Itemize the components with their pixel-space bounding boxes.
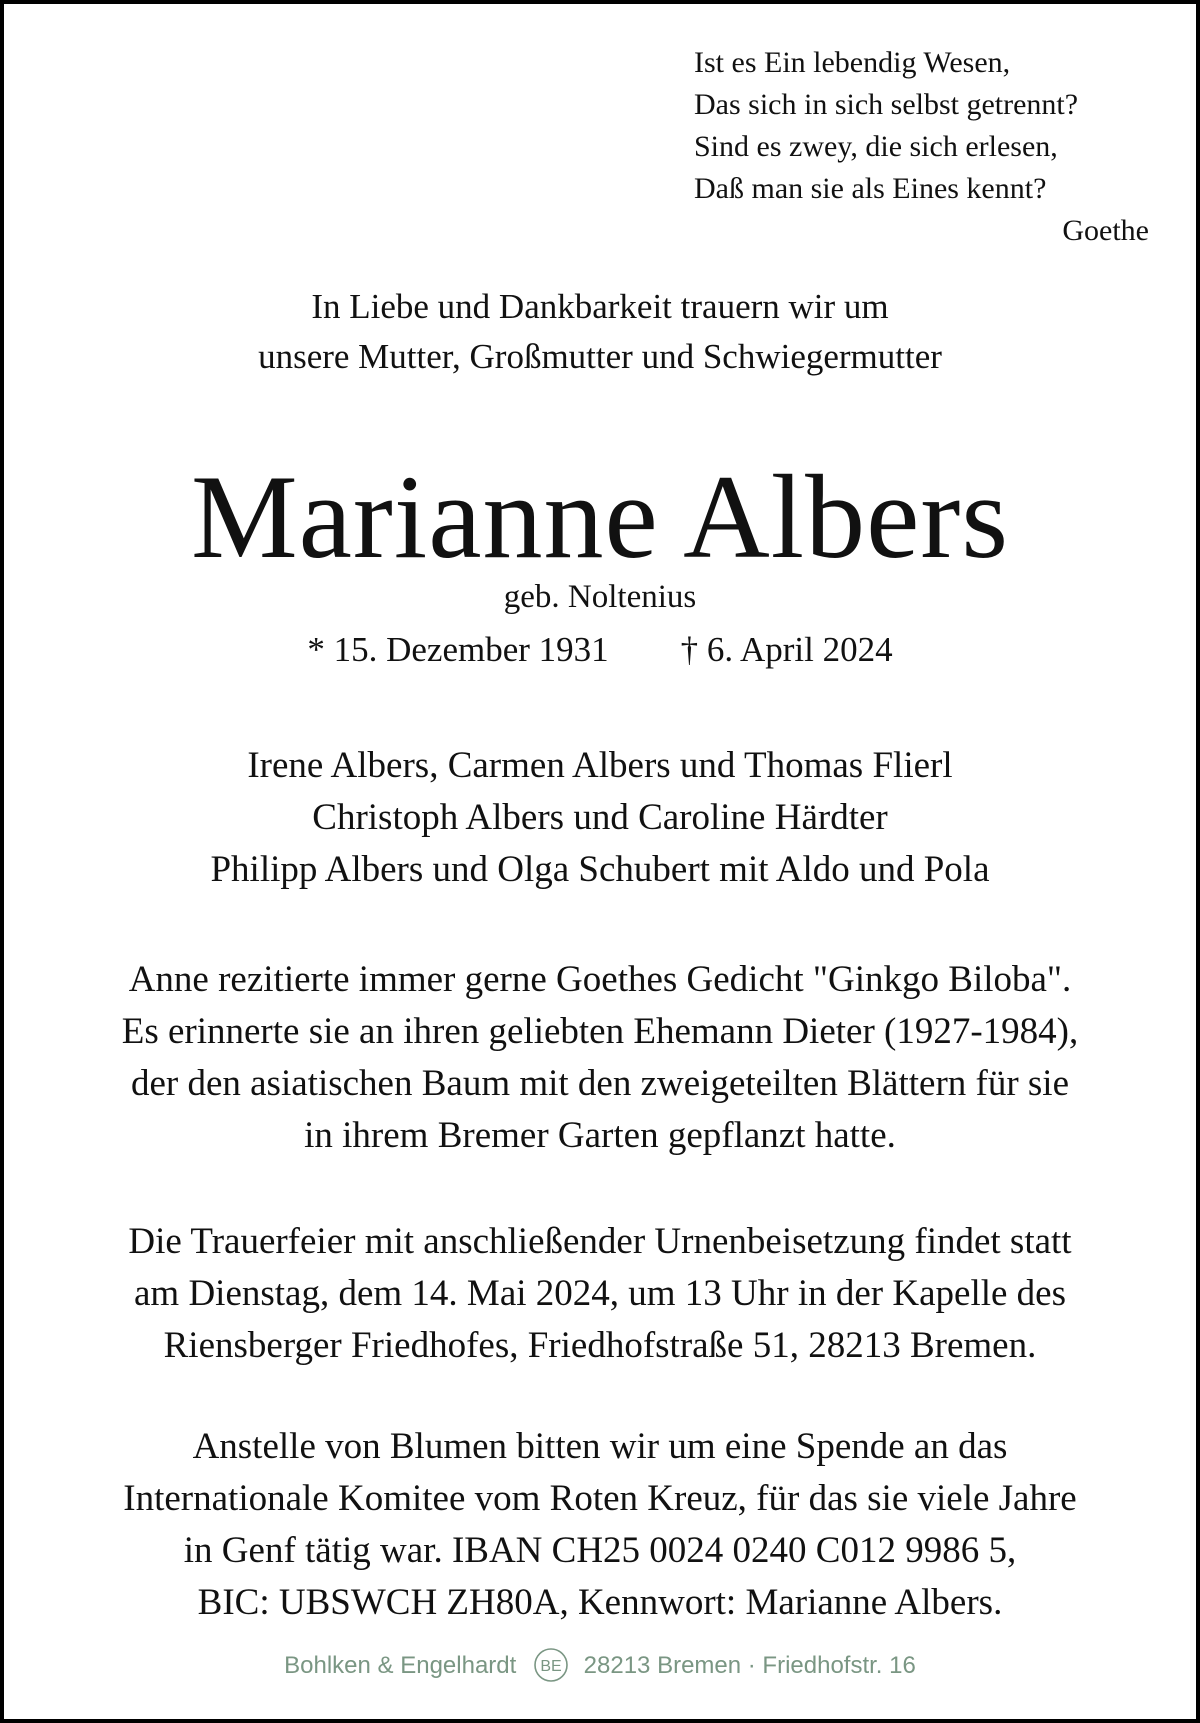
funeral-home-name: Bohlken & Engelhardt [284,1652,517,1679]
paragraph-line: am Dienstag, dem 14. Mai 2024, um 13 Uhr in der Kapelle des [134,1273,1066,1314]
mourner-line: Irene Albers, Carmen Albers und Thomas Flierl [247,745,953,786]
mourners-list [4,740,1196,896]
birth-name: geb. Noltenius [503,579,697,615]
intro-line: unsere Mutter, Großmutter und Schwiegermutter [258,337,942,376]
paragraph-line: in ihrem Bremer Garten gepflanzt hatte. [304,1115,896,1156]
paragraph-line: Es erinnerte sie an ihren geliebten Ehemann Dieter (1927-1984), [121,1011,1079,1052]
paragraph-line: in Genf tätig war. IBAN CH25 0024 0240 C012 9986 5, [183,1530,1017,1571]
paragraph-line: Internationale Komitee vom Roten Kreuz, für das sie viele Jahre [123,1478,1077,1519]
mourner-line: Philipp Albers und Olga Schubert mit Aldo und Pola [210,849,990,890]
deceased-name: Marianne Albers [190,450,1010,583]
poem-line: Sind es zwey, die sich erlesen, [694,130,1058,163]
paragraph-line: Anne rezitierte immer gerne Goethes Gedicht "Ginkgo Biloba". [128,959,1072,1000]
birth-date: * 15. Dezember 1931 [307,630,609,669]
mourner-line: Christoph Albers und Caroline Härdter [312,797,888,838]
goethe-poem [694,42,1160,252]
death-date: † 6. April 2024 [680,630,893,669]
donation-request [4,1421,1196,1629]
funeral-home-logo-icon [533,1647,569,1683]
poem-author: Goethe [1062,214,1149,247]
funeral-home-address: 28213 Bremen · Friedhofstr. 16 [583,1652,916,1679]
mourning-intro [4,282,1196,382]
paragraph-line: der den asiatischen Baum mit den zweigeteilten Blättern für sie [130,1063,1070,1104]
logo-monogram: BE [540,1657,562,1675]
paragraph-line: Anstelle von Blumen bitten wir um eine Spende an das [192,1426,1008,1467]
poem-line: Daß man sie als Eines kennt? [694,172,1047,205]
ginkgo-paragraph [4,954,1196,1162]
funeral-details [4,1216,1196,1372]
paragraph-line: Riensberger Friedhofes, Friedhofstraße 51, 28213 Bremen. [163,1325,1037,1366]
paragraph-line: Die Trauerfeier mit anschließender Urnenbeisetzung findet statt [128,1221,1072,1262]
intro-line: In Liebe und Dankbarkeit trauern wir um [311,287,889,326]
life-dates [4,628,1196,672]
poem-line: Ist es Ein lebendig Wesen, [694,46,1011,79]
funeral-home-footer [4,1646,1196,1686]
paragraph-line: BIC: UBSWCH ZH80A, Kennwort: Marianne Albers. [197,1582,1003,1623]
poem-line: Das sich in sich selbst getrennt? [694,88,1079,121]
